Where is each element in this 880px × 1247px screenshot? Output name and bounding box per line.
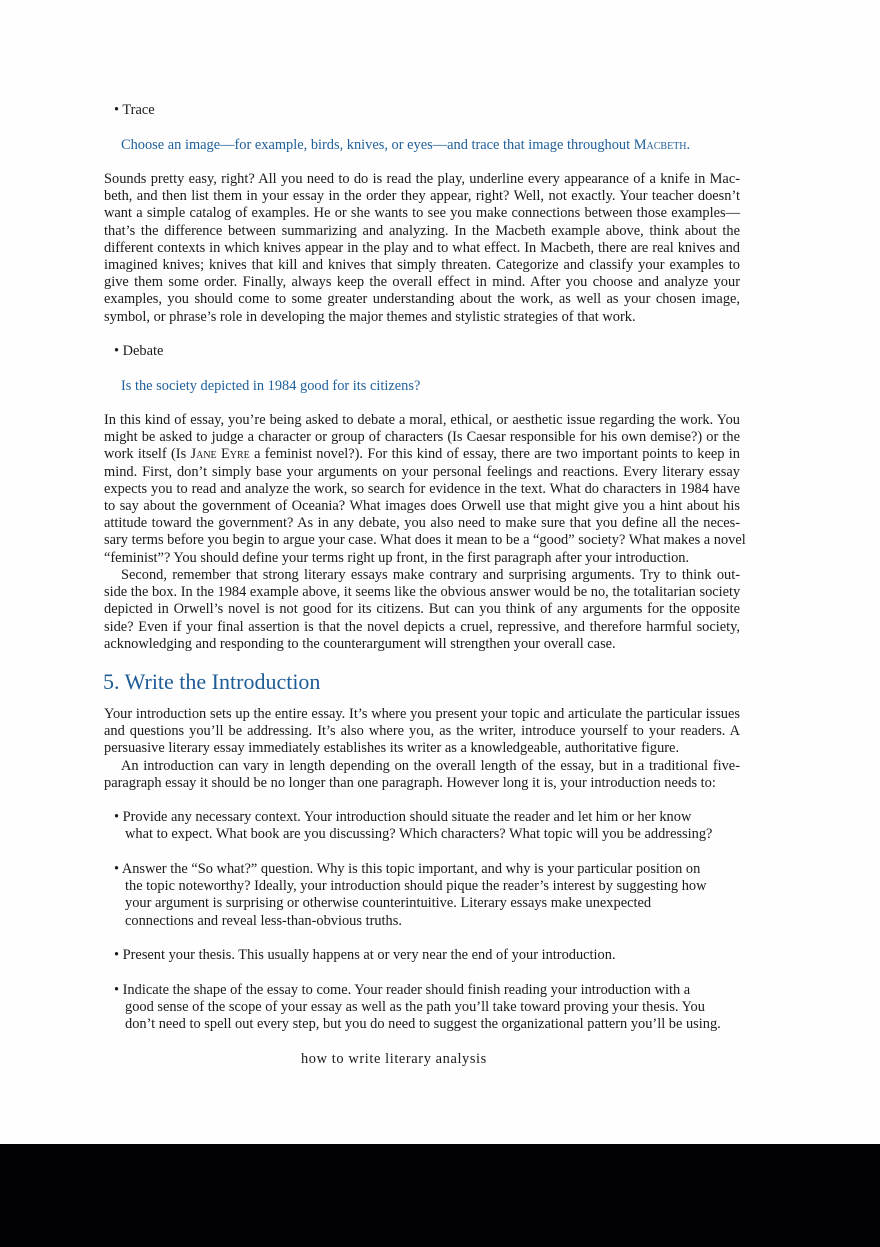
bottom-black-bar: [0, 1144, 880, 1247]
text-line: persuasive literary essay immediately establishes its writer as a knowledgeable, authoritative figure.: [104, 740, 680, 757]
bullet-line: connections and reveal less-than-obvious truths.: [125, 912, 402, 929]
text-line: sary terms before you begin to argue your case. What does it mean to be a “good” society? What makes a novel: [104, 532, 746, 549]
text-line: Sounds pretty easy, right? All you need to do is read the play, underline every appearance of a knife in Mac-: [104, 171, 740, 187]
text-line: that’s the difference between summarizing and analyzing. In the Macbeth example above, think about the: [104, 222, 740, 239]
prompt-period: .: [686, 137, 691, 153]
text-line: different contexts in which knives appear in the play and to what effect. In Macbeth, there are real knives and: [104, 239, 740, 256]
prompt-text: Choose an image—for example, birds, knives, or eyes—and trace that image throughout: [121, 137, 634, 153]
text-line: symbol, or phrase’s role in developing the major themes and stylistic strategies of that work.: [104, 308, 636, 325]
bullet-item-thesis: [114, 947, 616, 964]
text-line: imagined knives; knives that kill and knives that simply threaten. Categorize and classify your examples to: [104, 256, 740, 273]
bullet-line: your argument is surprising or otherwise counterintuitive. Literary essays make unexpected: [125, 895, 652, 912]
bullet-line: good sense of the scope of your essay as well as the path you’ll take toward proving your thesis. You: [125, 999, 705, 1016]
text-line: want a simple catalog of examples. He or she wants to see you make connections between those examples—: [104, 205, 740, 222]
bullet-line: • Answer the “So what?” question. Why is this topic important, and why is your particular position on: [114, 861, 701, 877]
bullet-label-trace: • Trace: [114, 102, 155, 118]
debate-paragraph-1: [104, 412, 746, 567]
text-line: give them some order. Finally, always keep the overall effect in mind. After you choose and analyze your: [104, 274, 740, 291]
text-fragment: work itself (Is: [104, 446, 191, 463]
trace-paragraph: [104, 171, 740, 326]
bullet-line: don’t need to spell out every step, but you do need to suggest the organizational pattern you’ll be using.: [125, 1016, 721, 1033]
bullet-line: the topic noteworthy? Ideally, your introduction should pique the reader’s interest by suggesting how: [125, 878, 707, 895]
text-line: side? Even if your final assertion is that the novel depicts a cruel, repressive, and therefore harmful society,: [104, 618, 740, 635]
bullet-line: • Present your thesis. This usually happens at or very near the end of your introduction.: [114, 947, 616, 963]
text-line: examples, you should come to some greater understanding about the work, as well as your chosen image,: [104, 291, 740, 308]
bullet-line: what to expect. What book are you discussing? Which characters? What topic will you be addressing?: [125, 826, 713, 843]
bullet-label-debate: • Debate: [114, 343, 164, 359]
text-line: and questions you’ll be addressing. It’s also where you, as the writer, introduce yourself to your readers. A: [104, 723, 740, 740]
debate-paragraph-2: [104, 567, 740, 653]
text-line: Your introduction sets up the entire essay. It’s where you present your topic and articulate the particular issues: [104, 706, 740, 722]
text-line: In this kind of essay, you’re being asked to debate a moral, ethical, or aesthetic issue regarding the work. You: [104, 412, 740, 428]
text-line: [104, 446, 740, 463]
title-macbeth: Macbeth: [633, 137, 687, 153]
text-line: might be asked to judge a character or group of characters (Is Caesar responsible for his own demise?) or the: [104, 429, 740, 446]
intro-paragraph-2: [104, 758, 740, 792]
bullet-item-so-what: [114, 861, 707, 930]
text-line: depicted in Orwell’s novel is not good for its citizens. But can you think of any arguments for the opposite: [104, 601, 740, 618]
text-line: attitude toward the government? As in any debate, you also need to make sure that you define all the neces-: [104, 515, 740, 532]
page-footer: how to write literary analysis: [301, 1051, 487, 1067]
section-heading: 5. Write the Introduction: [103, 669, 321, 694]
text-line: acknowledging and responding to the counterargument will strengthen your overall case.: [104, 635, 616, 652]
example-prompt-trace: [121, 137, 690, 154]
text-line: mind. First, don’t simply base your arguments on your personal feelings and reactions. Every literary essay: [104, 463, 740, 480]
text-line: An introduction can vary in length depending on the overall length of the essay, but in a traditional five-: [121, 758, 740, 774]
text-line: to say about the government of Oceania? What images does Orwell use that might give you a hint about his: [104, 497, 740, 514]
text-line: beth, and then list them in your essay in the order they appear, right? Well, not exactly. Your teacher doesn’t: [104, 188, 740, 205]
text-fragment: a feminist novel?). For this kind of essay, there are two important points to keep in: [249, 446, 740, 463]
bullet-item-context: [114, 809, 712, 843]
text-line: expects you to read and analyze the work, so search for evidence in the text. What do characters in 1984 have: [104, 480, 740, 497]
text-line: Second, remember that strong literary essays make contrary and surprising arguments. Try to think out-: [121, 567, 740, 583]
text-line: side the box. In the 1984 example above, it seems like the obvious answer would be no, the totalitarian society: [104, 584, 741, 601]
bullet-line: • Provide any necessary context. Your introduction should situate the reader and let him or her know: [114, 809, 692, 825]
intro-paragraph-1: [104, 706, 740, 758]
text-line: paragraph essay it should be no longer than one paragraph. However long it is, your introduction needs to:: [104, 775, 716, 792]
title-jane-eyre: Jane Eyre: [190, 446, 250, 463]
bullet-line: • Indicate the shape of the essay to come. Your reader should finish reading your introduction with a: [114, 982, 691, 998]
example-prompt-debate: Is the society depicted in 1984 good for its citizens?: [121, 378, 421, 394]
bullet-item-shape: [114, 982, 721, 1034]
text-line: “feminist”? You should define your terms right up front, in the first paragraph after your introduction.: [104, 549, 690, 566]
